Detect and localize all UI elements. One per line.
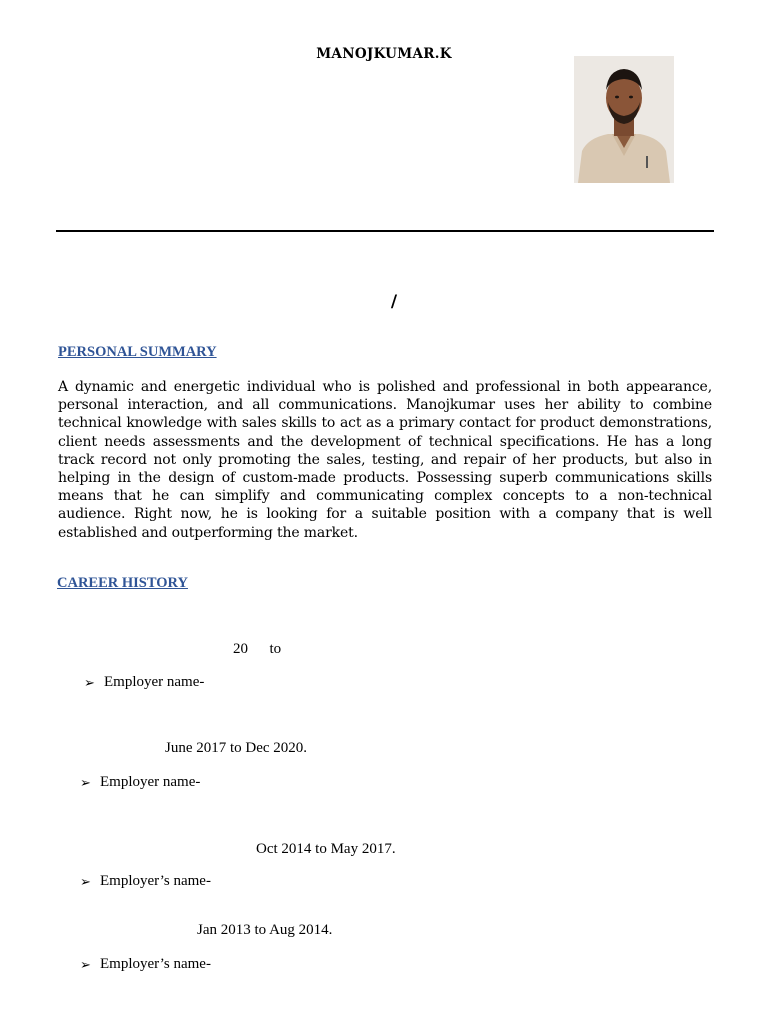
employer-label: Employer name- — [104, 674, 205, 690]
arrowhead-bullet-icon: ➢ — [80, 774, 91, 790]
career-entry-3-employer — [80, 873, 211, 890]
date-start: 20 — [233, 641, 248, 657]
arrowhead-bullet-icon: ➢ — [80, 956, 91, 972]
employer-label: Employer name- — [100, 774, 201, 790]
employer-label: Employer’s name- — [100, 956, 211, 972]
candidate-name: MANOJKUMAR.K — [316, 46, 452, 62]
career-entry-2-employer — [80, 774, 200, 791]
career-entry-4-employer — [80, 956, 211, 973]
date-to: to — [269, 641, 282, 657]
career-entry-4-date: Jan 2013 to Aug 2014. — [197, 922, 333, 938]
career-entry-1-employer — [84, 674, 204, 691]
personal-summary-heading: PERSONAL SUMMARY — [58, 344, 217, 360]
profile-photo — [574, 56, 674, 183]
career-entry-2-date: June 2017 to Dec 2020. — [165, 740, 308, 756]
header-divider — [56, 230, 714, 232]
arrowhead-bullet-icon: ➢ — [80, 873, 91, 889]
title-separator: / — [390, 292, 398, 312]
person-portrait-icon — [574, 56, 674, 183]
career-entry-3-date: Oct 2014 to May 2017. — [256, 841, 396, 857]
personal-summary-text: A dynamic and energetic individual who is polished and professional in both appearance, personal interaction, and all communications. Manojkumar uses her ability to combine technical knowledge with sales skills to act as a primary contact for product demonstrations, client needs assessments and the development of technical specifications. He has a long track record not only promoting the sales, testing, and repair of her products, but also in helping in the design of custom-made products. Possessing superb communications skills means that he can simplify and communicating complex concepts to a non-technical audience. Right now, he is looking for a suitable position with a company that is well established and outperforming the market. — [58, 379, 712, 541]
arrowhead-bullet-icon: ➢ — [84, 674, 95, 690]
career-entry-1-date — [233, 641, 281, 658]
career-history-heading: CAREER HISTORY — [57, 575, 188, 591]
employer-label: Employer’s name- — [100, 873, 211, 889]
